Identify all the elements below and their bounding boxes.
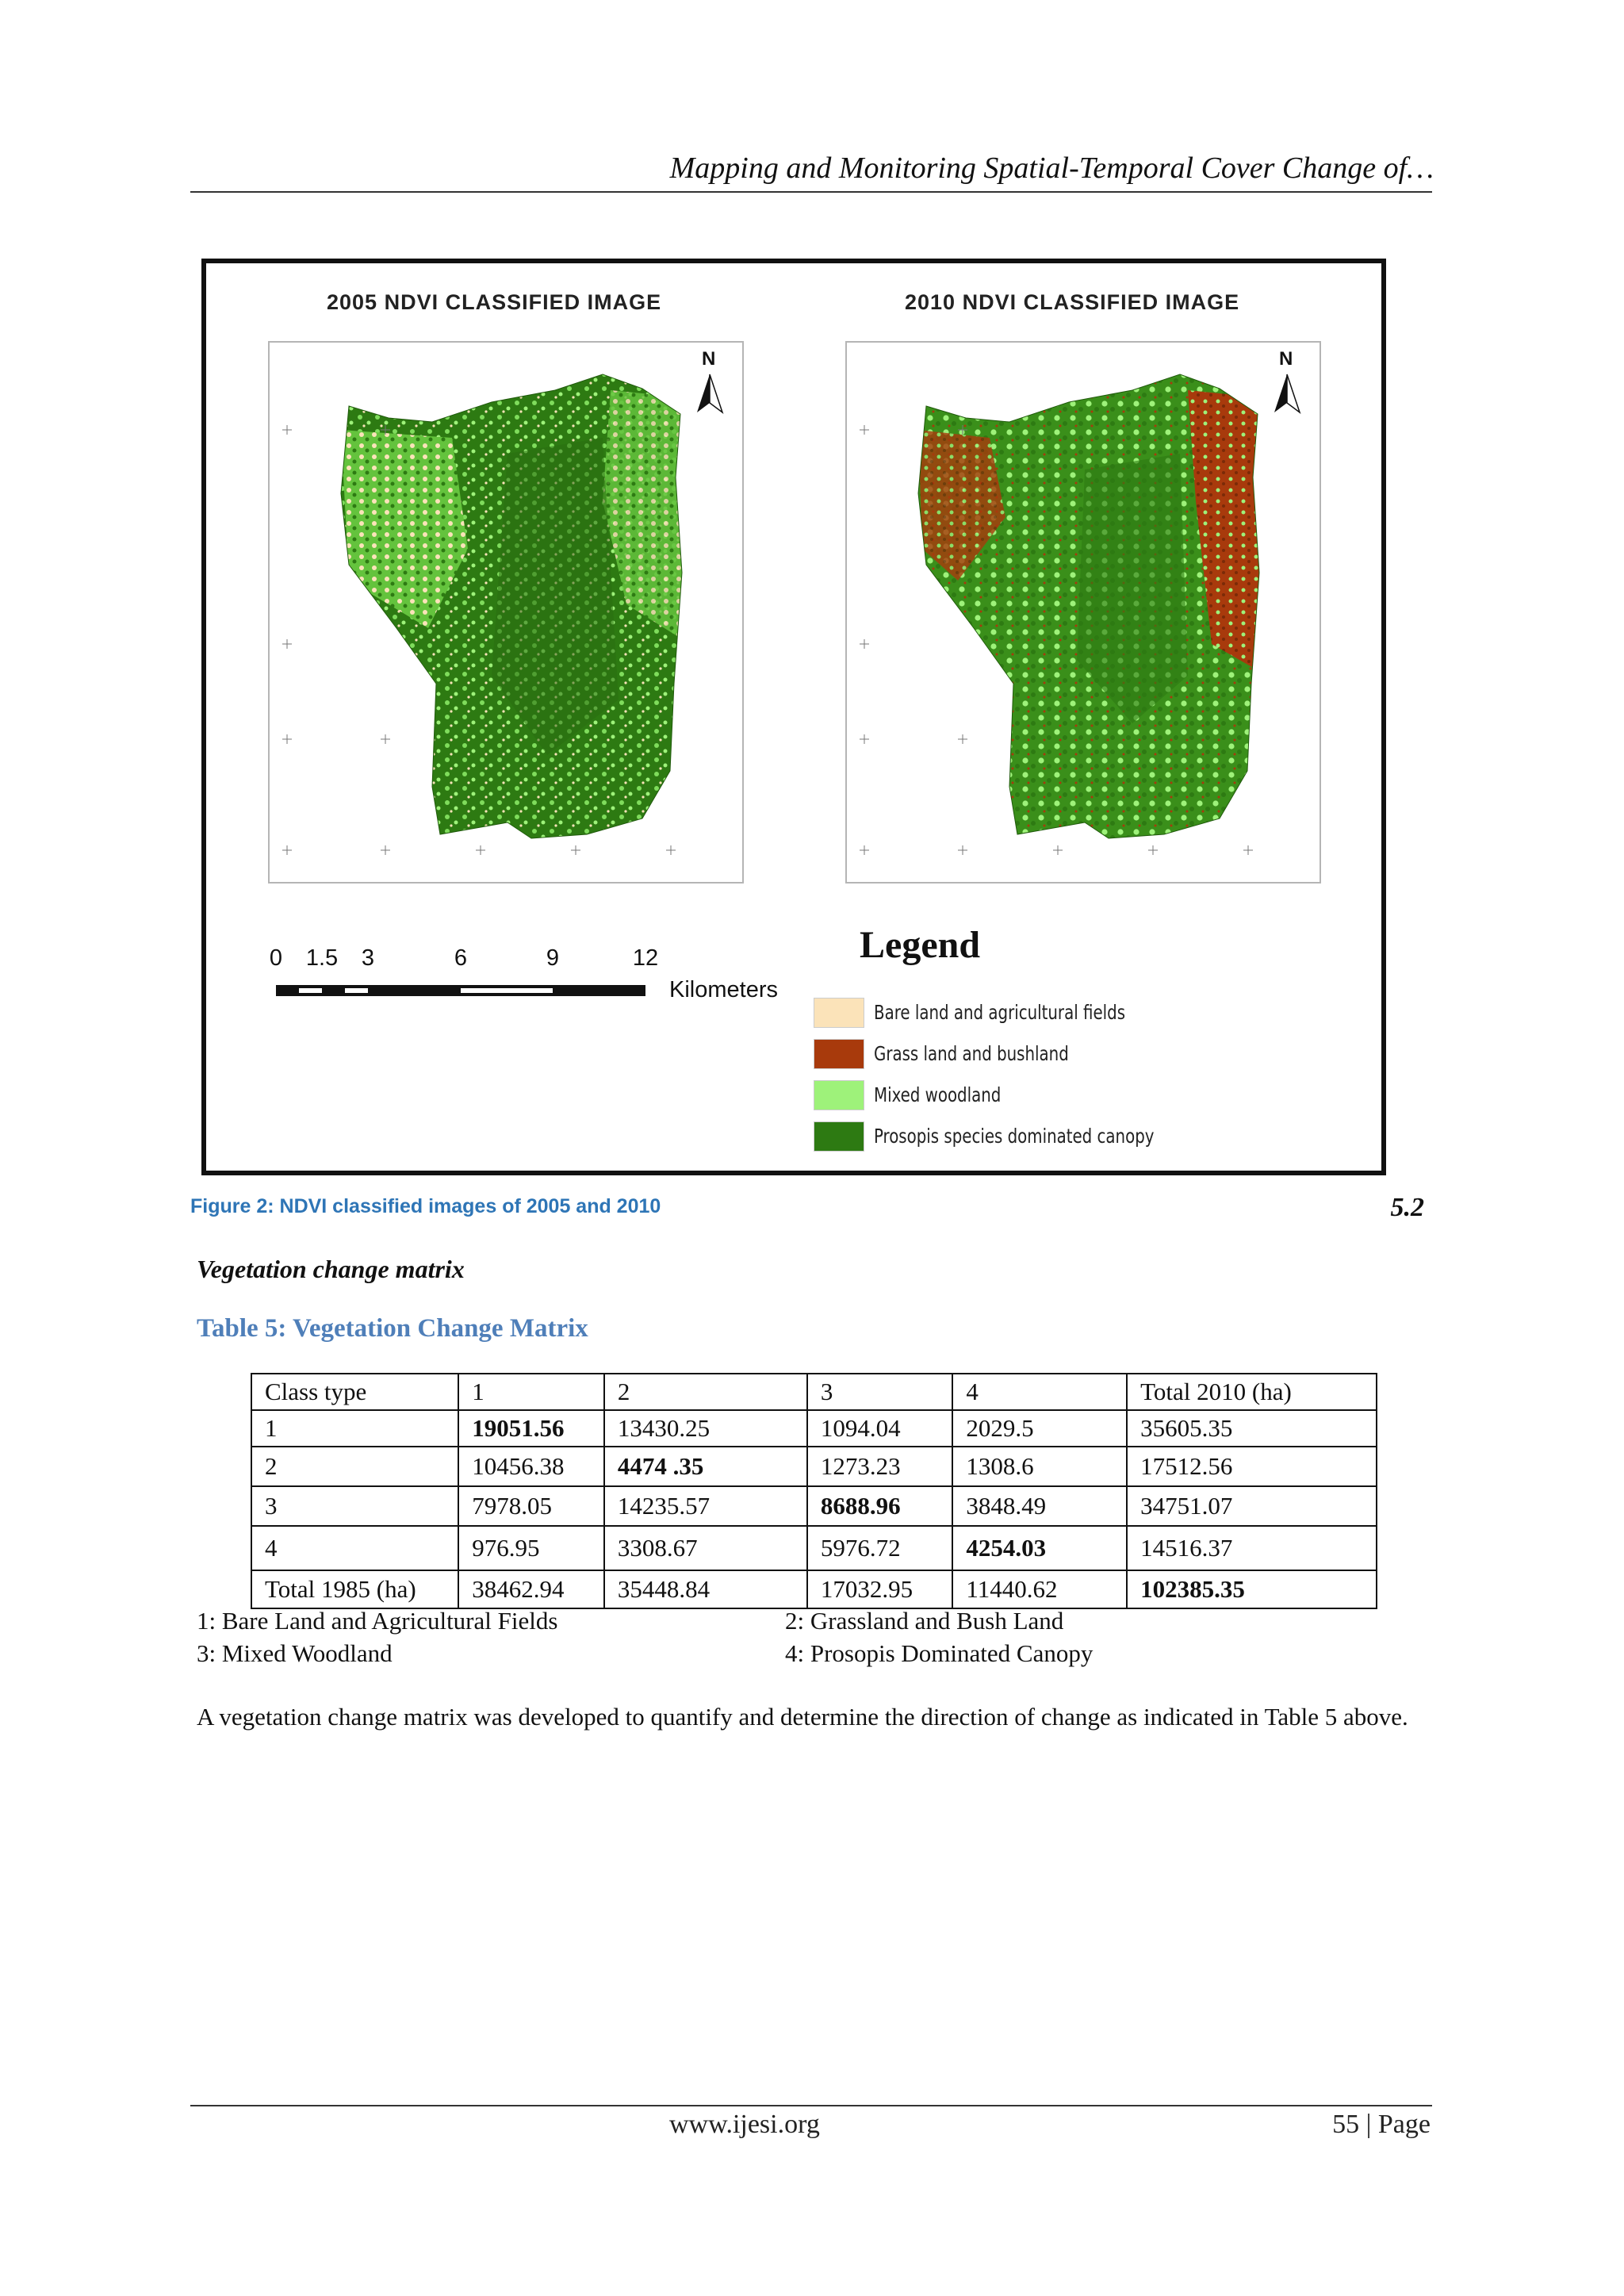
table-header-cell: 4 [952, 1374, 1127, 1410]
table-cell: 17032.95 [807, 1570, 953, 1608]
table-cell: 102385.35 [1127, 1570, 1377, 1608]
table-cell: 17512.56 [1127, 1447, 1377, 1486]
legend-label: Mixed woodland [874, 1083, 1002, 1106]
map-2010 [845, 341, 1321, 884]
map-title-2010: 2010 NDVI CLASSIFIED IMAGE [905, 290, 1240, 314]
table-footnote: 2: Grassland and Bush Land [785, 1607, 1064, 1635]
legend-label: Prosopis species dominated canopy [874, 1125, 1155, 1148]
legend-label: Bare land and agricultural fields [874, 1001, 1126, 1024]
north-label: N [1279, 348, 1293, 370]
table-cell: 5976.72 [807, 1526, 953, 1570]
legend-swatch-prosopis [814, 1121, 864, 1152]
table-cell: 3848.49 [952, 1486, 1127, 1526]
scale-tick-label: 3 [361, 945, 375, 971]
table-cell: 35448.84 [604, 1570, 807, 1608]
north-label: N [702, 348, 716, 370]
table-header-cell: Total 2010 (ha) [1127, 1374, 1377, 1410]
table-footnote: 4: Prosopis Dominated Canopy [785, 1639, 1094, 1667]
table-header-cell: 3 [807, 1374, 953, 1410]
table-row [251, 1486, 1377, 1526]
table-cell: 1308.6 [952, 1447, 1127, 1486]
table-cell: 7978.05 [458, 1486, 604, 1526]
figure-caption: Figure 2: NDVI classified images of 2005 and 2010 [190, 1195, 661, 1217]
section-number: 5.2 [1390, 1193, 1424, 1222]
table-cell: 976.95 [458, 1526, 604, 1570]
scale-tick-label: 12 [632, 945, 659, 971]
table-row [251, 1570, 1377, 1608]
footer-rule [190, 2105, 1432, 2106]
table-cell: 13430.25 [604, 1410, 807, 1447]
legend-swatch-mixed-woodland [814, 1080, 864, 1110]
table-cell: 14235.57 [604, 1486, 807, 1526]
scale-tick-label: 0 [269, 945, 283, 971]
table-cell: 10456.38 [458, 1447, 604, 1486]
footer-page-number: 55 | Page [1332, 2110, 1431, 2139]
legend-swatch-bare-land [814, 998, 864, 1028]
table-cell: 3308.67 [604, 1526, 807, 1570]
scale-units: Kilometers [669, 977, 778, 1002]
section-heading: Vegetation change matrix [197, 1255, 465, 1283]
table-cell: 3 [251, 1486, 458, 1526]
scale-tick-label: 6 [454, 945, 468, 971]
running-header: Mapping and Monitoring Spatial-Temporal Cover Change of… [669, 151, 1434, 185]
table-cell: Total 1985 (ha) [251, 1570, 458, 1608]
map-2005 [268, 341, 744, 884]
table-header-cell: 1 [458, 1374, 604, 1410]
table-cell: 1094.04 [807, 1410, 953, 1447]
table-cell: 4254.03 [952, 1526, 1127, 1570]
map-2005-graphic [270, 343, 745, 885]
table-cell: 1273.23 [807, 1447, 953, 1486]
legend-label: Grass land and bushland [874, 1042, 1069, 1065]
table-cell: 35605.35 [1127, 1410, 1377, 1447]
north-arrow [1274, 374, 1300, 412]
table-header-cell: Class type [251, 1374, 458, 1410]
table-cell: 19051.56 [458, 1410, 604, 1447]
table-cell: 4474 .35 [604, 1447, 807, 1486]
table-row [251, 1526, 1377, 1570]
table-row [251, 1447, 1377, 1486]
table-cell: 11440.62 [952, 1570, 1127, 1608]
north-arrow [697, 374, 722, 412]
scale-bar [269, 945, 778, 1041]
table-cell: 14516.37 [1127, 1526, 1377, 1570]
table-header-row [251, 1374, 1377, 1410]
table-caption: Table 5: Vegetation Change Matrix [197, 1314, 588, 1343]
header-rule [190, 191, 1432, 193]
table-cell: 4 [251, 1526, 458, 1570]
scale-tick-label: 9 [546, 945, 560, 971]
scale-bar-track [276, 985, 645, 996]
change-matrix-table [251, 1373, 1377, 1609]
table-row [251, 1410, 1377, 1447]
table-cell: 1 [251, 1410, 458, 1447]
table-cell: 38462.94 [458, 1570, 604, 1608]
footer-website: www.ijesi.org [669, 2110, 820, 2139]
table-cell: 2029.5 [952, 1410, 1127, 1447]
figure-2 [201, 259, 1386, 1175]
map-2010-graphic [847, 343, 1323, 885]
legend-swatch-grassland [814, 1039, 864, 1069]
scale-tick-label: 1.5 [305, 945, 339, 971]
table-cell: 8688.96 [807, 1486, 953, 1526]
body-paragraph: A vegetation change matrix was developed to quantify and determine the direction of change as indicated in Table 5 above. [197, 1703, 1408, 1731]
table-footnote: 3: Mixed Woodland [197, 1639, 393, 1667]
map-title-2005: 2005 NDVI CLASSIFIED IMAGE [327, 290, 662, 314]
legend-title: Legend [860, 924, 981, 966]
table-cell: 34751.07 [1127, 1486, 1377, 1526]
table-footnote: 1: Bare Land and Agricultural Fields [197, 1607, 558, 1635]
table-header-cell: 2 [604, 1374, 807, 1410]
table-cell: 2 [251, 1447, 458, 1486]
